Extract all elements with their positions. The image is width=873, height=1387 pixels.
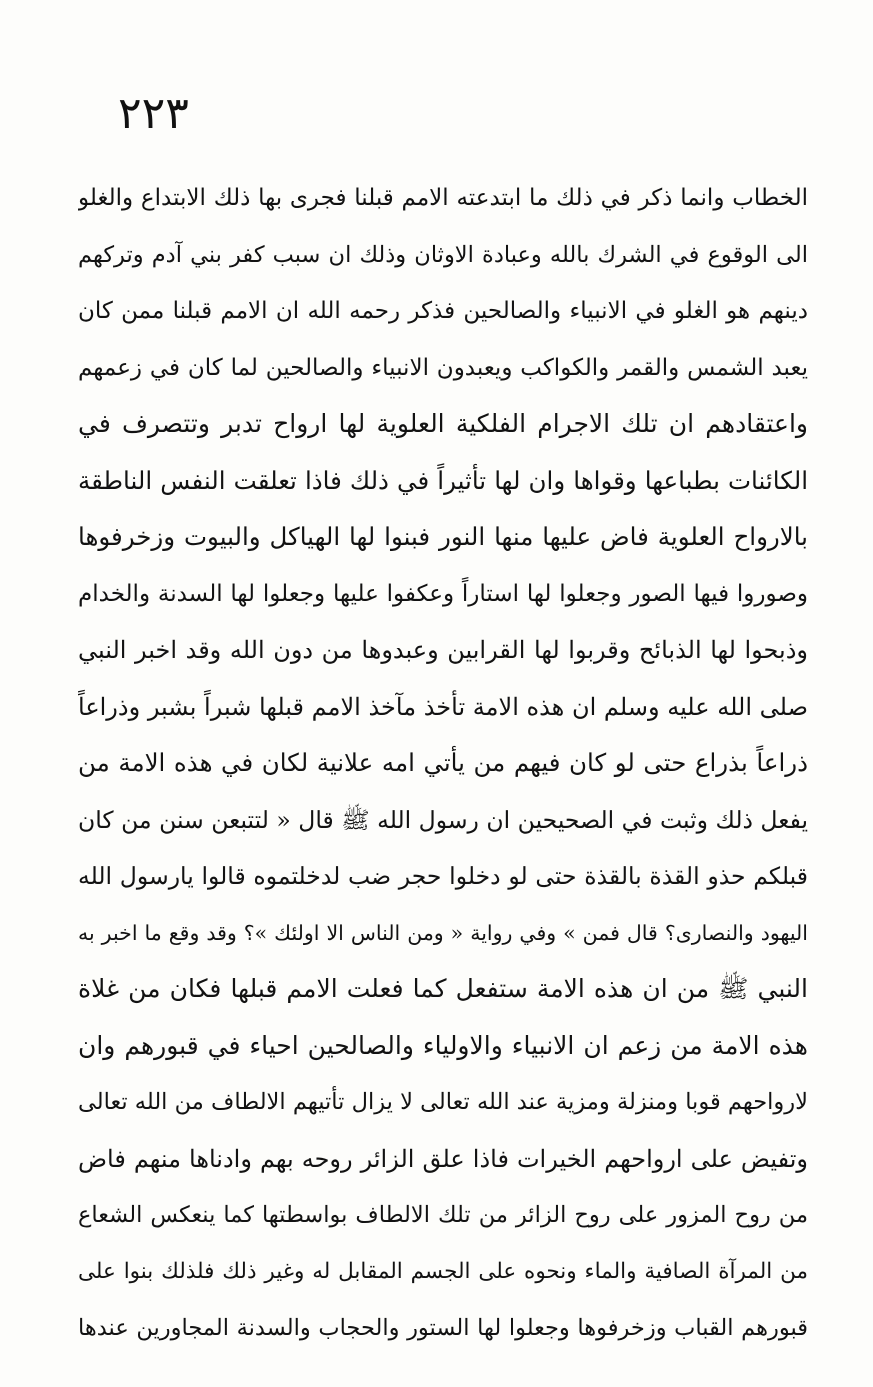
text-line: من روح المزور على روح الزائر من تلك الالطاف بواسطتها كما ينعكس الشعاع [78,1202,808,1228]
text-line: وصوروا فيها الصور وجعلوا لها استاراً وعكفوا عليها وجعلوا لها السدنة والخدام [78,580,808,607]
text-line: صلى الله عليه وسلم ان هذه الامة تأخذ مآخذ الامم قبلها شبراً بشبر وذراعاً [78,692,808,721]
text-line: هذه الامة من زعم ان الانبياء والاولياء والصالحين احياء في قبورهم وان [78,1030,808,1060]
text-line: يفعل ذلك وثبت في الصحيحين ان رسول الله ﷺ قال « لتتبعن سنن من كان [78,805,808,834]
page-number: ٢٢٣ [118,88,189,139]
body-text [78,170,808,1357]
text-line: الكائنات بطباعها وقواها وان لها تأثيراً في ذلك فاذا تعلقت النفس الناطقة [78,465,808,495]
text-line: لارواحهم قوبا ومنزلة ومزية عند الله تعالى لا يزال تأتيهم الالطاف من الله تعالى [78,1089,808,1115]
text-line: يعبد الشمس والقمر والكواكب ويعبدون الانبياء والصالحين لما كان في زعمهم [78,354,808,381]
text-line: بالارواح العلوية فاض عليها منها النور فبنوا لها الهياكل والبيوت وزخرفوها [78,522,808,551]
text-line: قبلكم حذو القذة بالقذة حتى لو دخلوا حجر ضب لدخلتموه قالوا يارسول الله [78,862,808,890]
text-line: وذبحوا لها الذبائح وقربوا لها القرابين وعبدوها من دون الله وقد اخبر النبي [78,636,808,664]
text-line: الى الوقوع في الشرك بالله وعبادة الاوثان وذلك ان سبب كفر بني آدم وتركهم [78,241,808,268]
text-line: من المرآة الصافية والماء ونحوه على الجسم المقابل له وغير ذلك فلذلك بنوا على [78,1258,808,1284]
text-line: وتفيض على ارواحهم الخيرات فاذا علق الزائر روحه بهم وادناها منهم فاض [78,1144,808,1173]
text-line: الخطاب وانما ذكر في ذلك ما ابتدعته الامم قبلنا فجرى بها ذلك الابتداع والغلو [78,185,808,211]
text-line: قبورهم القباب وزخرفوها وجعلوا لها الستور والحجاب والسدنة المجاورين عندها [78,1315,808,1341]
text-line: دينهم هو الغلو في الانبياء والصالحين فذكر رحمه الله ان الامم قبلنا ممن كان [78,298,808,324]
text-line: ذراعاً بذراع حتى لو كان فيهم من يأتي امه علانية لكان في هذه الامة من [78,748,808,777]
text-line: النبي ﷺ من ان هذه الامة ستفعل كما فعلت الامم قبلها فكان من غلاة [78,974,808,1003]
text-line: اليهود والنصارى؟ قال فمن » وفي رواية « ومن الناس الا اولئك »؟ وقد وقع ما اخبر به [78,920,808,945]
text-line: واعتقادهم ان تلك الاجرام الفلكية العلوية لها ارواح تدبر وتتصرف في [78,409,808,438]
